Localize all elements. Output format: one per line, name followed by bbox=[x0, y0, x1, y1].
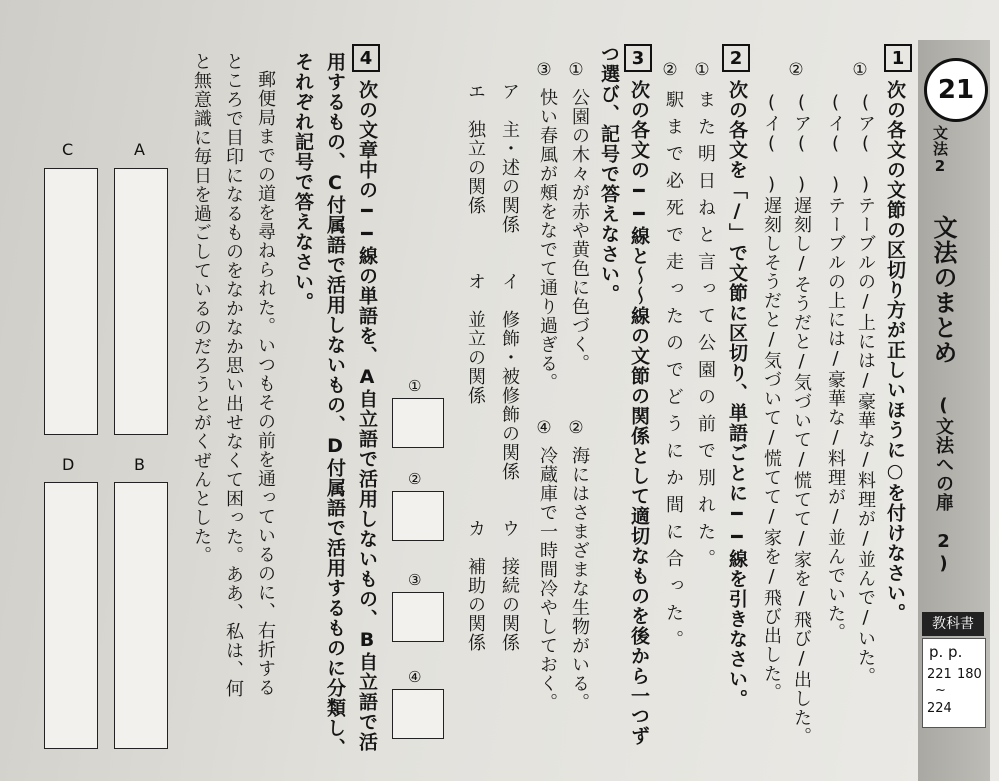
q3-answer-box-2[interactable] bbox=[392, 491, 444, 541]
q1-item-2-option-b: (イ( )遅刻しそうだと/気づいて/慌てて/家を/飛び出した。 bbox=[761, 92, 782, 702]
q3-item-1-number: ① bbox=[566, 60, 586, 81]
q3-item-1-text: 公園の木々が赤や黄色に色づく。 bbox=[569, 88, 590, 373]
q4-passage-line-1: 郵便局までの道を尋ねられた。いつもその前を通っているのに、右折する bbox=[255, 70, 276, 697]
q3-answer-4-label: ④ bbox=[408, 668, 422, 686]
pages-label: p. p. bbox=[929, 643, 963, 661]
q3-answer-1-label: ① bbox=[408, 377, 422, 395]
q1-item-2-number: ② bbox=[786, 60, 806, 81]
q1-item-2-option-a: (ア( )遅刻し/そうだと/気づいて/慌てて/家を/飛び/出した。 bbox=[791, 92, 812, 746]
q4-passage-line-3: と無意識に毎日を過ごしているのだろうとがくぜんとした。 bbox=[191, 52, 212, 565]
q4-box-c-label: C bbox=[62, 140, 74, 159]
page-range-sep: ~ bbox=[935, 683, 946, 698]
question-3-instruction-cont: つ選び、記号で答えなさい。 bbox=[598, 44, 620, 304]
page-a: 180 bbox=[957, 667, 982, 682]
question-4-instruction-2: 用するもの、C付属語で活用しないもの、D付属語で活用するものに分類し、 bbox=[324, 52, 346, 758]
page-reference bbox=[922, 638, 986, 728]
q4-box-a-label: A bbox=[134, 140, 145, 159]
q3-choices-row-2: エ 独立の関係 オ 並立の関係 カ 補助の関係 bbox=[465, 82, 486, 652]
q1-item-1-number: ① bbox=[850, 60, 870, 81]
q2-item-2-text: 駅まで必死で走ったのでどうにか間に合った。 bbox=[663, 90, 684, 657]
q3-answer-box-3[interactable] bbox=[392, 592, 444, 642]
q1-item-1-option-b: (イ( )テーブルの上には/豪華な/料理が/並んでいた。 bbox=[825, 92, 846, 642]
page-title: 文法のまとめ bbox=[929, 215, 957, 365]
q1-item-1-option-a: (ア( )テーブルの/上には/豪華な/料理が/並んで/いた。 bbox=[855, 92, 876, 686]
q3-answer-box-4[interactable] bbox=[392, 689, 444, 739]
q3-answer-box-1[interactable] bbox=[392, 398, 444, 448]
question-1-instruction: 次の各文の文節の区切り方が正しいほうに○を付けなさい。 bbox=[884, 80, 906, 623]
question-2-instruction: 次の各文を「/」で文節に区切り、単語ごとに━━線を引きなさい。 bbox=[726, 80, 748, 709]
q2-item-1-number: ① bbox=[692, 60, 712, 81]
question-4-number: 4 bbox=[352, 44, 380, 72]
page-b: 221 bbox=[927, 667, 952, 682]
q4-answer-box-a[interactable] bbox=[114, 168, 168, 435]
question-1-number: 1 bbox=[884, 44, 912, 72]
q4-answer-box-b[interactable] bbox=[114, 482, 168, 749]
question-3-number: 3 bbox=[624, 44, 652, 72]
q4-box-b-label: B bbox=[134, 455, 145, 474]
textbook-label: 教科書 bbox=[922, 612, 984, 636]
q4-passage-line-2: ところで目印になるものをなかなか思い出せなくて困った。ああ、私は、何 bbox=[223, 52, 244, 698]
q3-item-2-number: ② bbox=[566, 418, 586, 439]
q4-answer-box-d[interactable] bbox=[44, 482, 98, 749]
q3-choices-row-1: ア 主・述の関係 イ 修飾・被修飾の関係 ウ 接続の関係 bbox=[499, 82, 520, 652]
page-subtitle: (文法への扉 2) bbox=[933, 395, 954, 575]
q2-item-1-text: また明日ねと言って公園の前で別れた。 bbox=[695, 90, 716, 576]
q4-answer-box-c[interactable] bbox=[44, 168, 98, 435]
q4-box-d-label: D bbox=[62, 455, 75, 474]
q3-item-3-number: ③ bbox=[534, 60, 554, 81]
q3-item-4-number: ④ bbox=[534, 418, 554, 439]
unit-number-badge: 21 bbox=[924, 58, 988, 122]
q3-item-4-text: 冷蔵庫で一時間冷やしておく。 bbox=[537, 446, 558, 712]
q3-item-2-text: 海にはさまざまな生物がいる。 bbox=[569, 446, 590, 712]
question-4-instruction-3: それぞれ記号で答えなさい。 bbox=[292, 52, 314, 312]
q2-item-2-number: ② bbox=[660, 60, 680, 81]
section-label: 文法2 bbox=[931, 125, 949, 176]
question-4-instruction-1: 次の文章中の━━線の単語を、A自立語で活用しないもの、B自立語で活 bbox=[356, 80, 378, 752]
page-c: 224 bbox=[927, 701, 952, 716]
question-2-number: 2 bbox=[722, 44, 750, 72]
q3-answer-3-label: ③ bbox=[408, 571, 422, 589]
q3-item-3-text: 快い春風が頰をなでて通り過ぎる。 bbox=[537, 88, 558, 392]
question-3-instruction: 次の各文の━━線と～～線の文節の関係として適切なものを後から一つず bbox=[628, 80, 650, 746]
q3-answer-2-label: ② bbox=[408, 470, 422, 488]
